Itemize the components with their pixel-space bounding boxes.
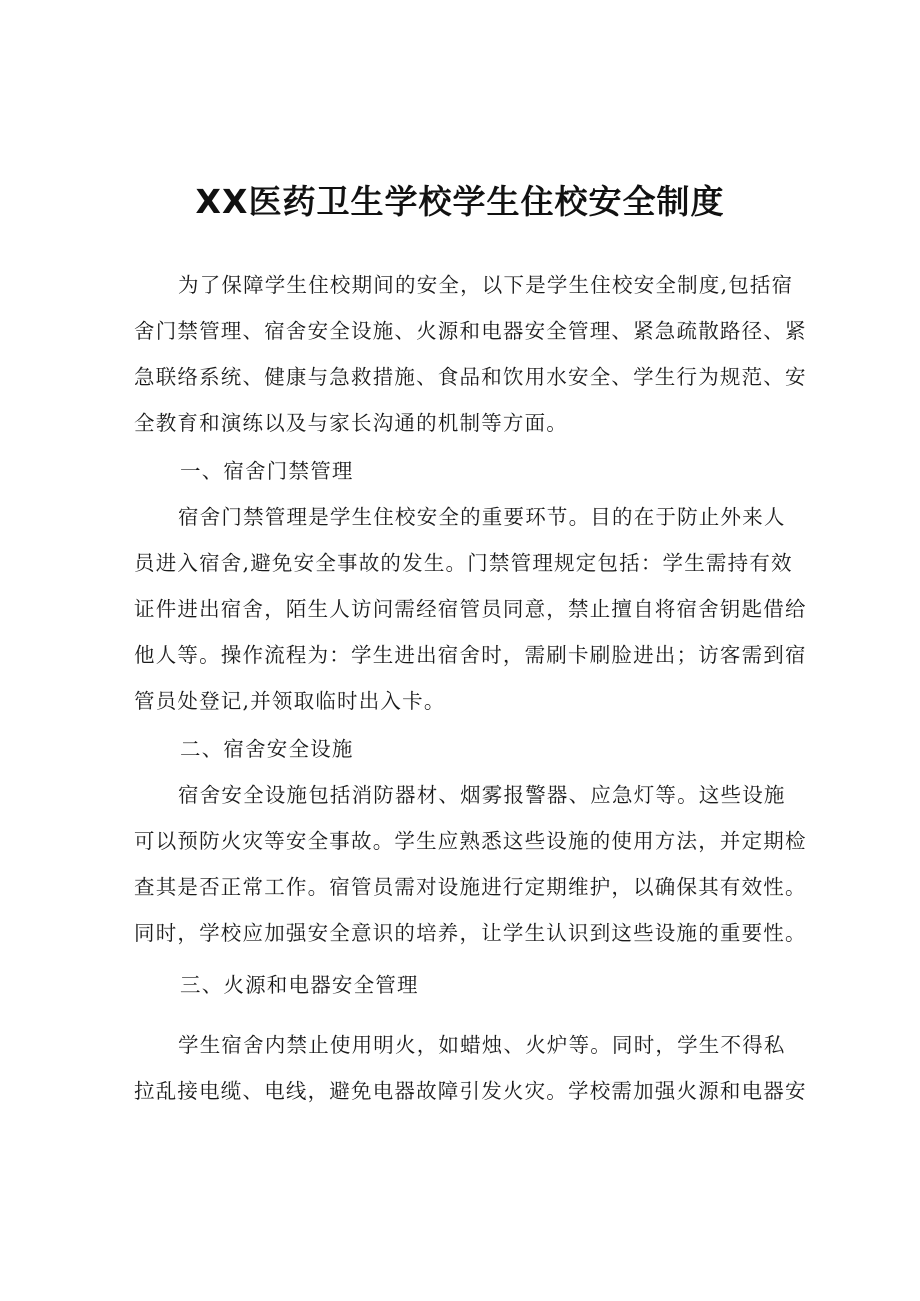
text-line: 为了保障学生住校期间的安全，以下是学生住校安全制度,包括宿 — [178, 273, 794, 297]
section-heading-3: 三、火源和电器安全管理 — [180, 973, 419, 997]
text-line: 员进入宿舍,避免安全事故的发生。门禁管理规定包括：学生需持有效 — [134, 551, 793, 575]
text-line: 证件进出宿舍，陌生人访问需经宿管员同意，禁止擅自将宿舍钥匙借给 — [134, 597, 807, 621]
section-3-paragraph — [134, 1022, 807, 1114]
section-1-paragraph — [134, 494, 807, 724]
text-line: 可以预防火灾等安全事故。学生应熟悉这些设施的使用方法，并定期检 — [134, 829, 807, 853]
text-line: 宿舍安全设施包括消防器材、烟雾报警器、应急灯等。这些设施 — [178, 783, 786, 807]
text-line: 全教育和演练以及与家长沟通的机制等方面。 — [134, 411, 568, 435]
section-2-paragraph — [134, 772, 807, 956]
section-heading-2: 二、宿舍安全设施 — [180, 737, 354, 761]
text-line: 同时，学校应加强安全意识的培养，让学生认识到这些设施的重要性。 — [134, 921, 807, 945]
text-line: 宿舍门禁管理是学生住校安全的重要环节。目的在于防止外来人 — [178, 505, 786, 529]
text-line: 舍门禁管理、宿舍安全设施、火源和电器安全管理、紧急疏散路径、紧 — [134, 319, 807, 343]
text-line: 他人等。操作流程为：学生进出宿舍时，需刷卡刷脸进出；访客需到宿 — [134, 643, 807, 667]
title-prefix: XX — [195, 182, 249, 221]
intro-paragraph — [134, 262, 807, 446]
section-heading-1: 一、宿舍门禁管理 — [180, 459, 354, 483]
text-line: 学生宿舍内禁止使用明火，如蜡烛、火炉等。同时，学生不得私 — [178, 1033, 786, 1057]
text-line: 管员处登记,并领取临时出入卡。 — [134, 689, 446, 713]
title-text: 医药卫生学校学生住校安全制度 — [248, 182, 725, 221]
text-line: 急联络系统、健康与急救措施、食品和饮用水安全、学生行为规范、安 — [134, 365, 807, 389]
text-line: 拉乱接电缆、电线，避免电器故障引发火灾。学校需加强火源和电器安 — [134, 1079, 807, 1103]
document-title — [0, 178, 920, 226]
text-line: 查其是否正常工作。宿管员需对设施进行定期维护，以确保其有效性。 — [134, 875, 807, 899]
